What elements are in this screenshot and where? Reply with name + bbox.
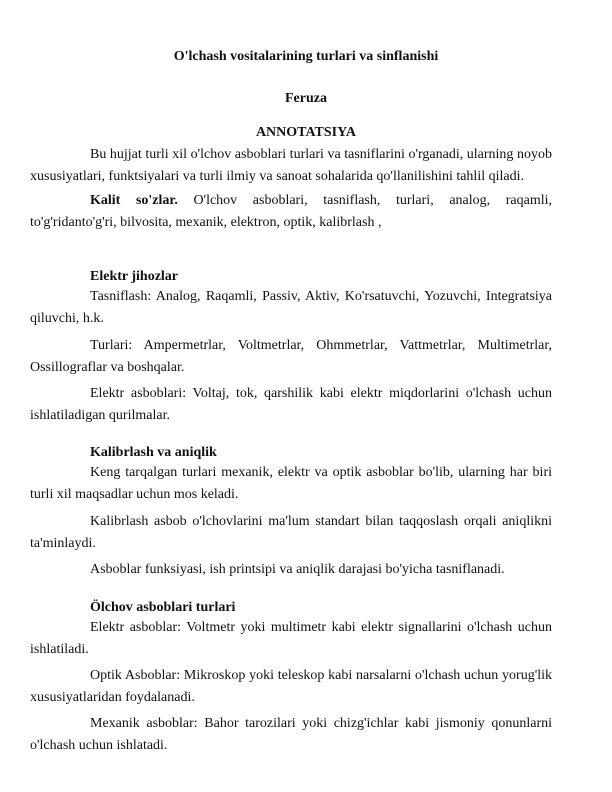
section-heading-calibration: Kalibrlash va aniqlik [90, 445, 217, 460]
keywords-label: Kalit so'zlar. [90, 193, 178, 208]
keywords-paragraph [30, 190, 552, 234]
section-heading-electric: Elektr jihozlar [90, 269, 179, 284]
author-name: Feruza [285, 91, 327, 106]
paragraph-calibration: Kalibrlash asbob o'lchovlarini ma'lum standart bilan taqqoslash orqali aniqlikni ta'minlaydi. [30, 514, 552, 551]
paragraph-classification-criteria: Asboblar funksiyasi, ish printsipi va aniqlik darajasi bo'yicha tasniflanadi. [90, 562, 505, 577]
paragraph-mechanical-devices: Mexanik asboblar: Bahor tarozilari yoki chizg'ichlar kabi jismoniy qonunlarni o'lchash uchun ishlatadi. [30, 716, 552, 753]
paragraph-classification: Tasniflash: Analog, Raqamli, Passiv, Aktiv, Ko'rsatuvchi, Yozuvchi, Integratsiya qiluvchi, h.k. [30, 289, 552, 326]
paragraph-types: Turlari: Ampermetrlar, Voltmetrlar, Ohmmetrlar, Vattmetrlar, Multimetrlar, Ossillograflar va boshqalar. [30, 338, 552, 375]
paragraph-optical-devices: Optik Asboblar: Mikroskop yoki teleskop kabi narsalarni o'lchash uchun yorug'lik xususiyatlaridan foydalanadi. [30, 668, 552, 705]
document-title: O'lchash vositalarining turlari va sinflanishi [173, 49, 439, 64]
keywords-list: O'lchov asboblari, tasniflash, turlari, analog, raqamli, to'g'ridanto'g'ri, bilvosita, mexanik, elektron, optik, kalibrlash , [30, 193, 553, 230]
annotation-text: Bu hujjat turli xil o'lchov asboblari turlari va tasniflarini o'rganadi, ularning noyob xususiyatlari, funktsiyalari va turli ilmiy va sanoat sohalarida qo'llanilishini tahlil qiladi. [30, 147, 552, 184]
paragraph-electric-devices: Elektr asboblar: Voltmetr yoki multimetr kabi elektr signallarini o'lchash uchun ishlatiladi. [30, 620, 552, 657]
paragraph-electric-instruments: Elektr asboblari: Voltaj, tok, qarshilik kabi elektr miqdorlarini o'lchash uchun ishlatiladigan qurilmalar. [30, 386, 552, 423]
annotation-heading: ANNOTATSIYA [255, 125, 357, 140]
section-heading-measuring-instruments: Ölchov asboblari turlari [90, 600, 236, 615]
paragraph-common-types: Keng tarqalgan turlari mexanik, elektr va optik asboblar bo'lib, ularning har biri turli xil maqsadlar uchun mos keladi. [30, 465, 552, 502]
